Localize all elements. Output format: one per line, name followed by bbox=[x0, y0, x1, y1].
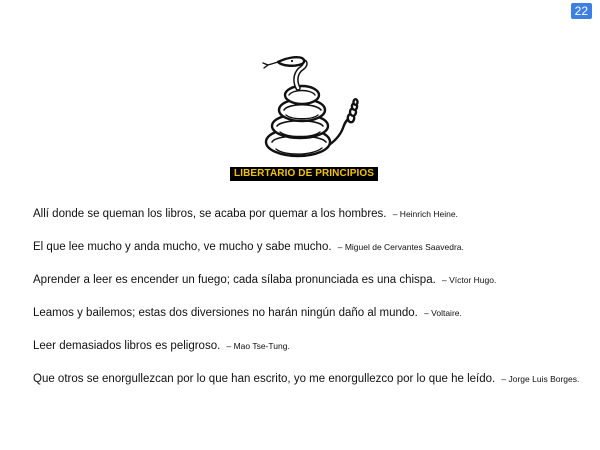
quote-list bbox=[33, 203, 593, 401]
quote-item bbox=[33, 302, 593, 335]
quote-item bbox=[33, 335, 593, 368]
quote-text: El que lee mucho y anda mucho, ve mucho y sabe mucho. bbox=[33, 241, 332, 253]
quote-author: – Jorge Luis Borges. bbox=[501, 374, 580, 384]
quote-item bbox=[33, 368, 593, 401]
motto-banner: LIBERTARIO DE PRINCIPIOS bbox=[230, 167, 378, 181]
quote-item bbox=[33, 203, 593, 236]
quote-text: Allí donde se queman los libros, se acaba por quemar a los hombres. bbox=[33, 208, 387, 220]
quote-author: – Heinrich Heine. bbox=[392, 209, 458, 219]
quote-text: Leer demasiados libros es peligroso. bbox=[33, 340, 221, 352]
quote-author: – Voltaire. bbox=[424, 308, 462, 318]
quote-item bbox=[33, 236, 593, 269]
coiled-rattlesnake-icon bbox=[252, 52, 364, 164]
quote-author: – Víctor Hugo. bbox=[441, 275, 497, 285]
page-number-badge: 22 bbox=[571, 3, 592, 19]
quote-author: – Mao Tse-Tung. bbox=[226, 341, 290, 351]
quote-text: Leamos y bailemos; estas dos diversiones no harán ningún daño al mundo. bbox=[33, 307, 418, 319]
quote-author: – Miguel de Cervantes Saavedra. bbox=[337, 242, 464, 252]
quote-item bbox=[33, 269, 593, 302]
quote-text: Que otros se enorgullezcan por lo que han escrito, yo me enorgullezco por lo que he leído. bbox=[33, 373, 496, 385]
quote-text: Aprender a leer es encender un fuego; cada sílaba pronunciada es una chispa. bbox=[33, 274, 436, 286]
